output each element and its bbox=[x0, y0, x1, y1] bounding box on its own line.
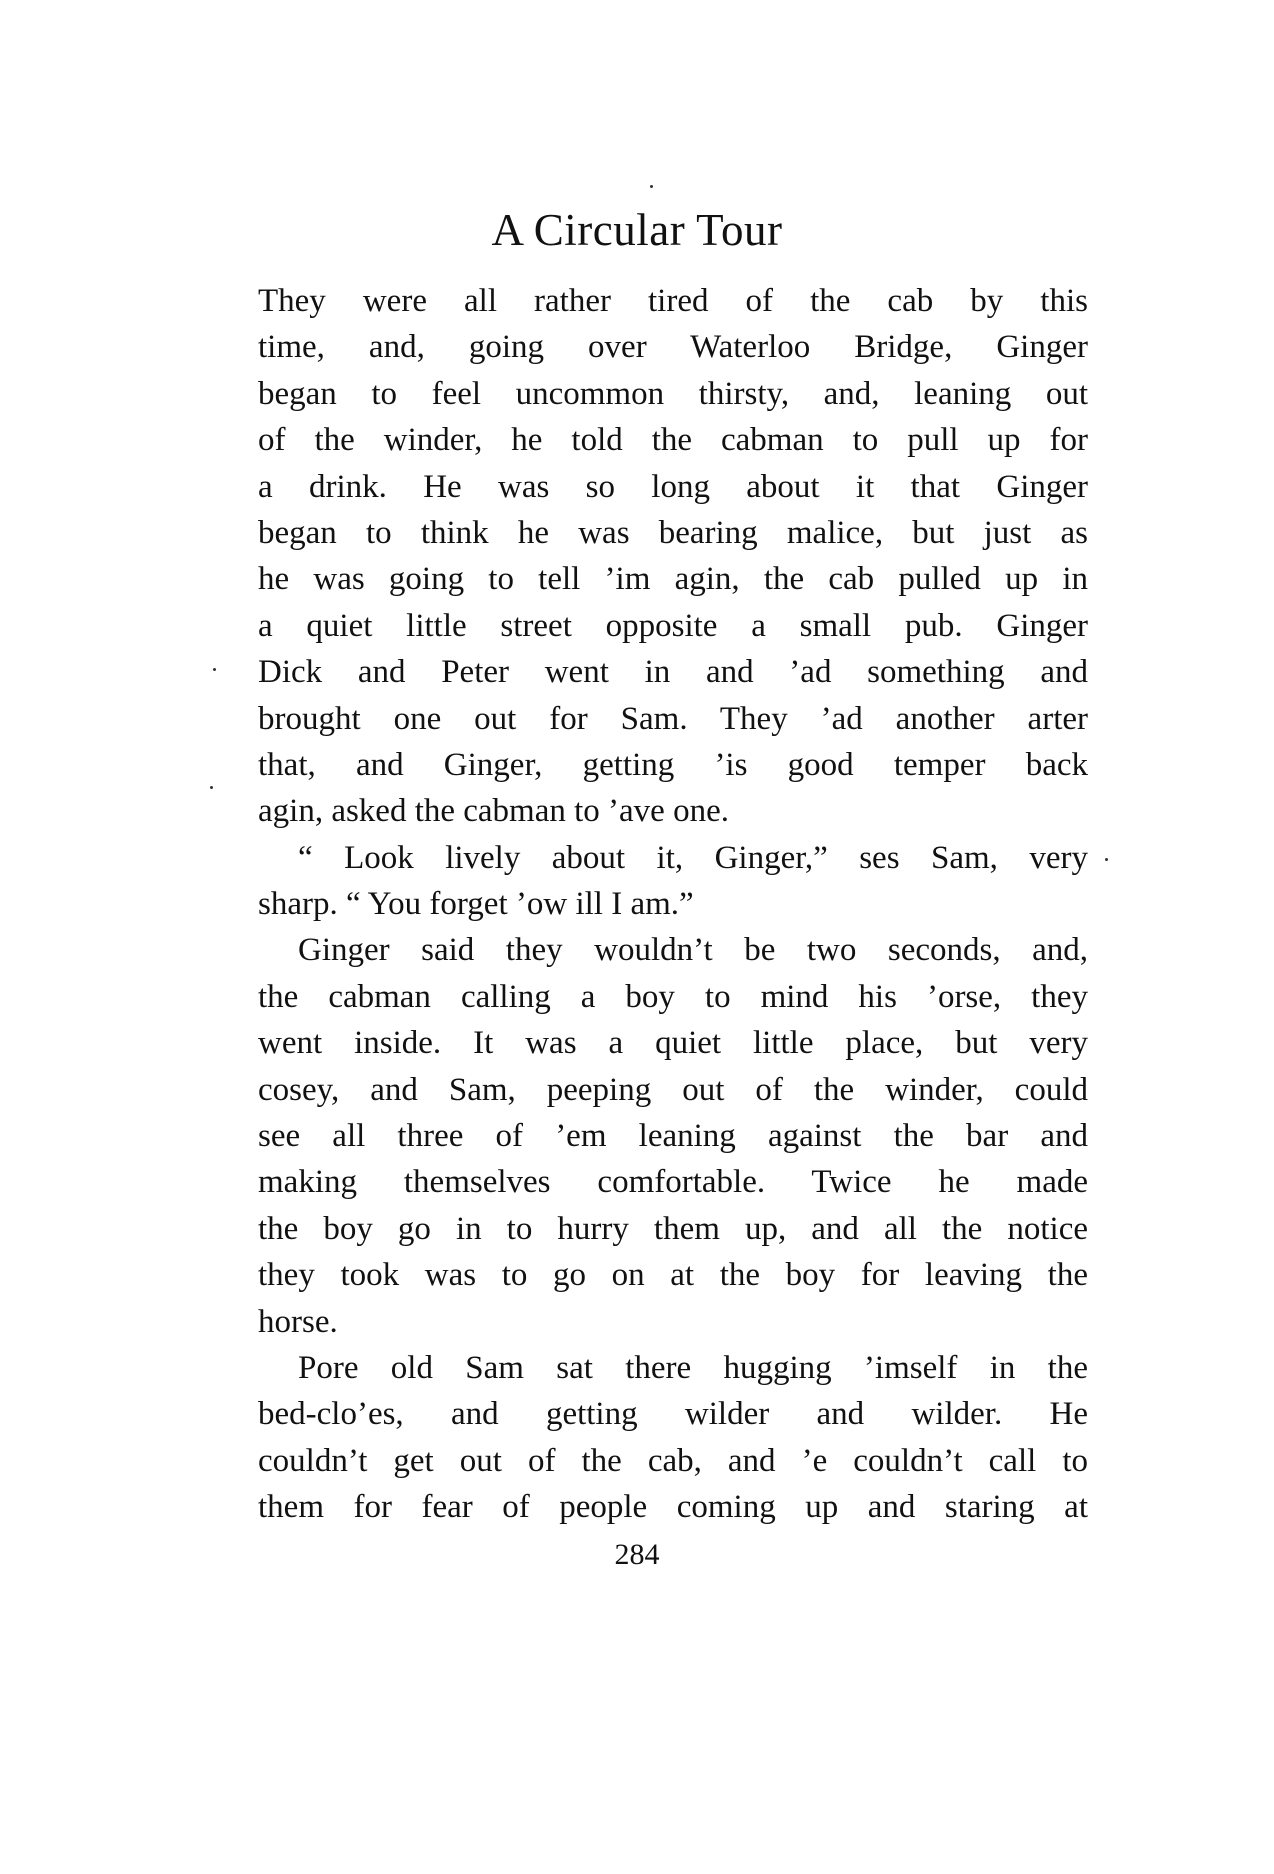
page-number: 284 bbox=[614, 1538, 660, 1571]
text-line: bed-clo’es, and getting wilder and wilder. He bbox=[258, 1396, 1088, 1433]
text-line: began to think he was bearing malice, but just as bbox=[258, 514, 1088, 551]
scan-speck bbox=[650, 185, 653, 188]
scan-speck bbox=[1105, 858, 1108, 861]
text-line: Pore old Sam sat there hugging ’imself in the bbox=[298, 1349, 1088, 1386]
text-line: “ Look lively about it, Ginger,” ses Sam, very bbox=[298, 839, 1088, 876]
text-line: he was going to tell ’im agin, the cab pulled up in bbox=[258, 561, 1088, 598]
paragraph-4 bbox=[258, 1345, 1088, 1531]
paragraph-3 bbox=[258, 927, 1088, 1345]
text-line: time, and, going over Waterloo Bridge, Ginger bbox=[258, 329, 1088, 366]
text-line: couldn’t get out of the cab, and ’e couldn’t call to bbox=[258, 1442, 1088, 1479]
text-line: the cabman calling a boy to mind his ’orse, they bbox=[258, 978, 1088, 1015]
text-line: cosey, and Sam, peeping out of the winder, could bbox=[258, 1071, 1088, 1108]
text-line: brought one out for Sam. They ’ad another arter bbox=[258, 700, 1088, 737]
text-line: began to feel uncommon thirsty, and, leaning out bbox=[258, 375, 1088, 412]
text-line: of the winder, he told the cabman to pull up for bbox=[258, 422, 1088, 459]
text-line: Ginger said they wouldn’t be two seconds, and, bbox=[298, 932, 1088, 969]
text-line: they took was to go on at the boy for leaving the bbox=[258, 1257, 1088, 1294]
text-line: a quiet little street opposite a small pub. Ginger bbox=[258, 607, 1088, 644]
paragraph-2 bbox=[258, 835, 1088, 928]
text-line: horse. bbox=[258, 1303, 338, 1340]
body-text bbox=[258, 278, 1088, 1531]
text-line: making themselves comfortable. Twice he made bbox=[258, 1164, 1088, 1201]
text-line: went inside. It was a quiet little place, but very bbox=[258, 1025, 1088, 1062]
text-line: They were all rather tired of the cab by this bbox=[258, 283, 1088, 319]
chapter-title: A Circular Tour bbox=[491, 205, 783, 255]
text-line: see all three of ’em leaning against the bar and bbox=[258, 1118, 1088, 1155]
text-line: a drink. He was so long about it that Ginger bbox=[258, 468, 1088, 505]
scan-speck bbox=[210, 786, 213, 789]
text-line: Dick and Peter went in and ’ad something and bbox=[258, 654, 1088, 691]
text-line: sharp. “ You forget ’ow ill I am.” bbox=[258, 886, 694, 923]
paragraph-1 bbox=[258, 278, 1088, 835]
text-line: agin, asked the cabman to ’ave one. bbox=[258, 793, 729, 830]
text-line: the boy go in to hurry them up, and all the notice bbox=[258, 1210, 1088, 1247]
text-line: them for fear of people coming up and staring at bbox=[258, 1489, 1088, 1526]
scan-speck bbox=[213, 668, 216, 671]
text-line: that, and Ginger, getting ’is good temper back bbox=[258, 746, 1088, 783]
